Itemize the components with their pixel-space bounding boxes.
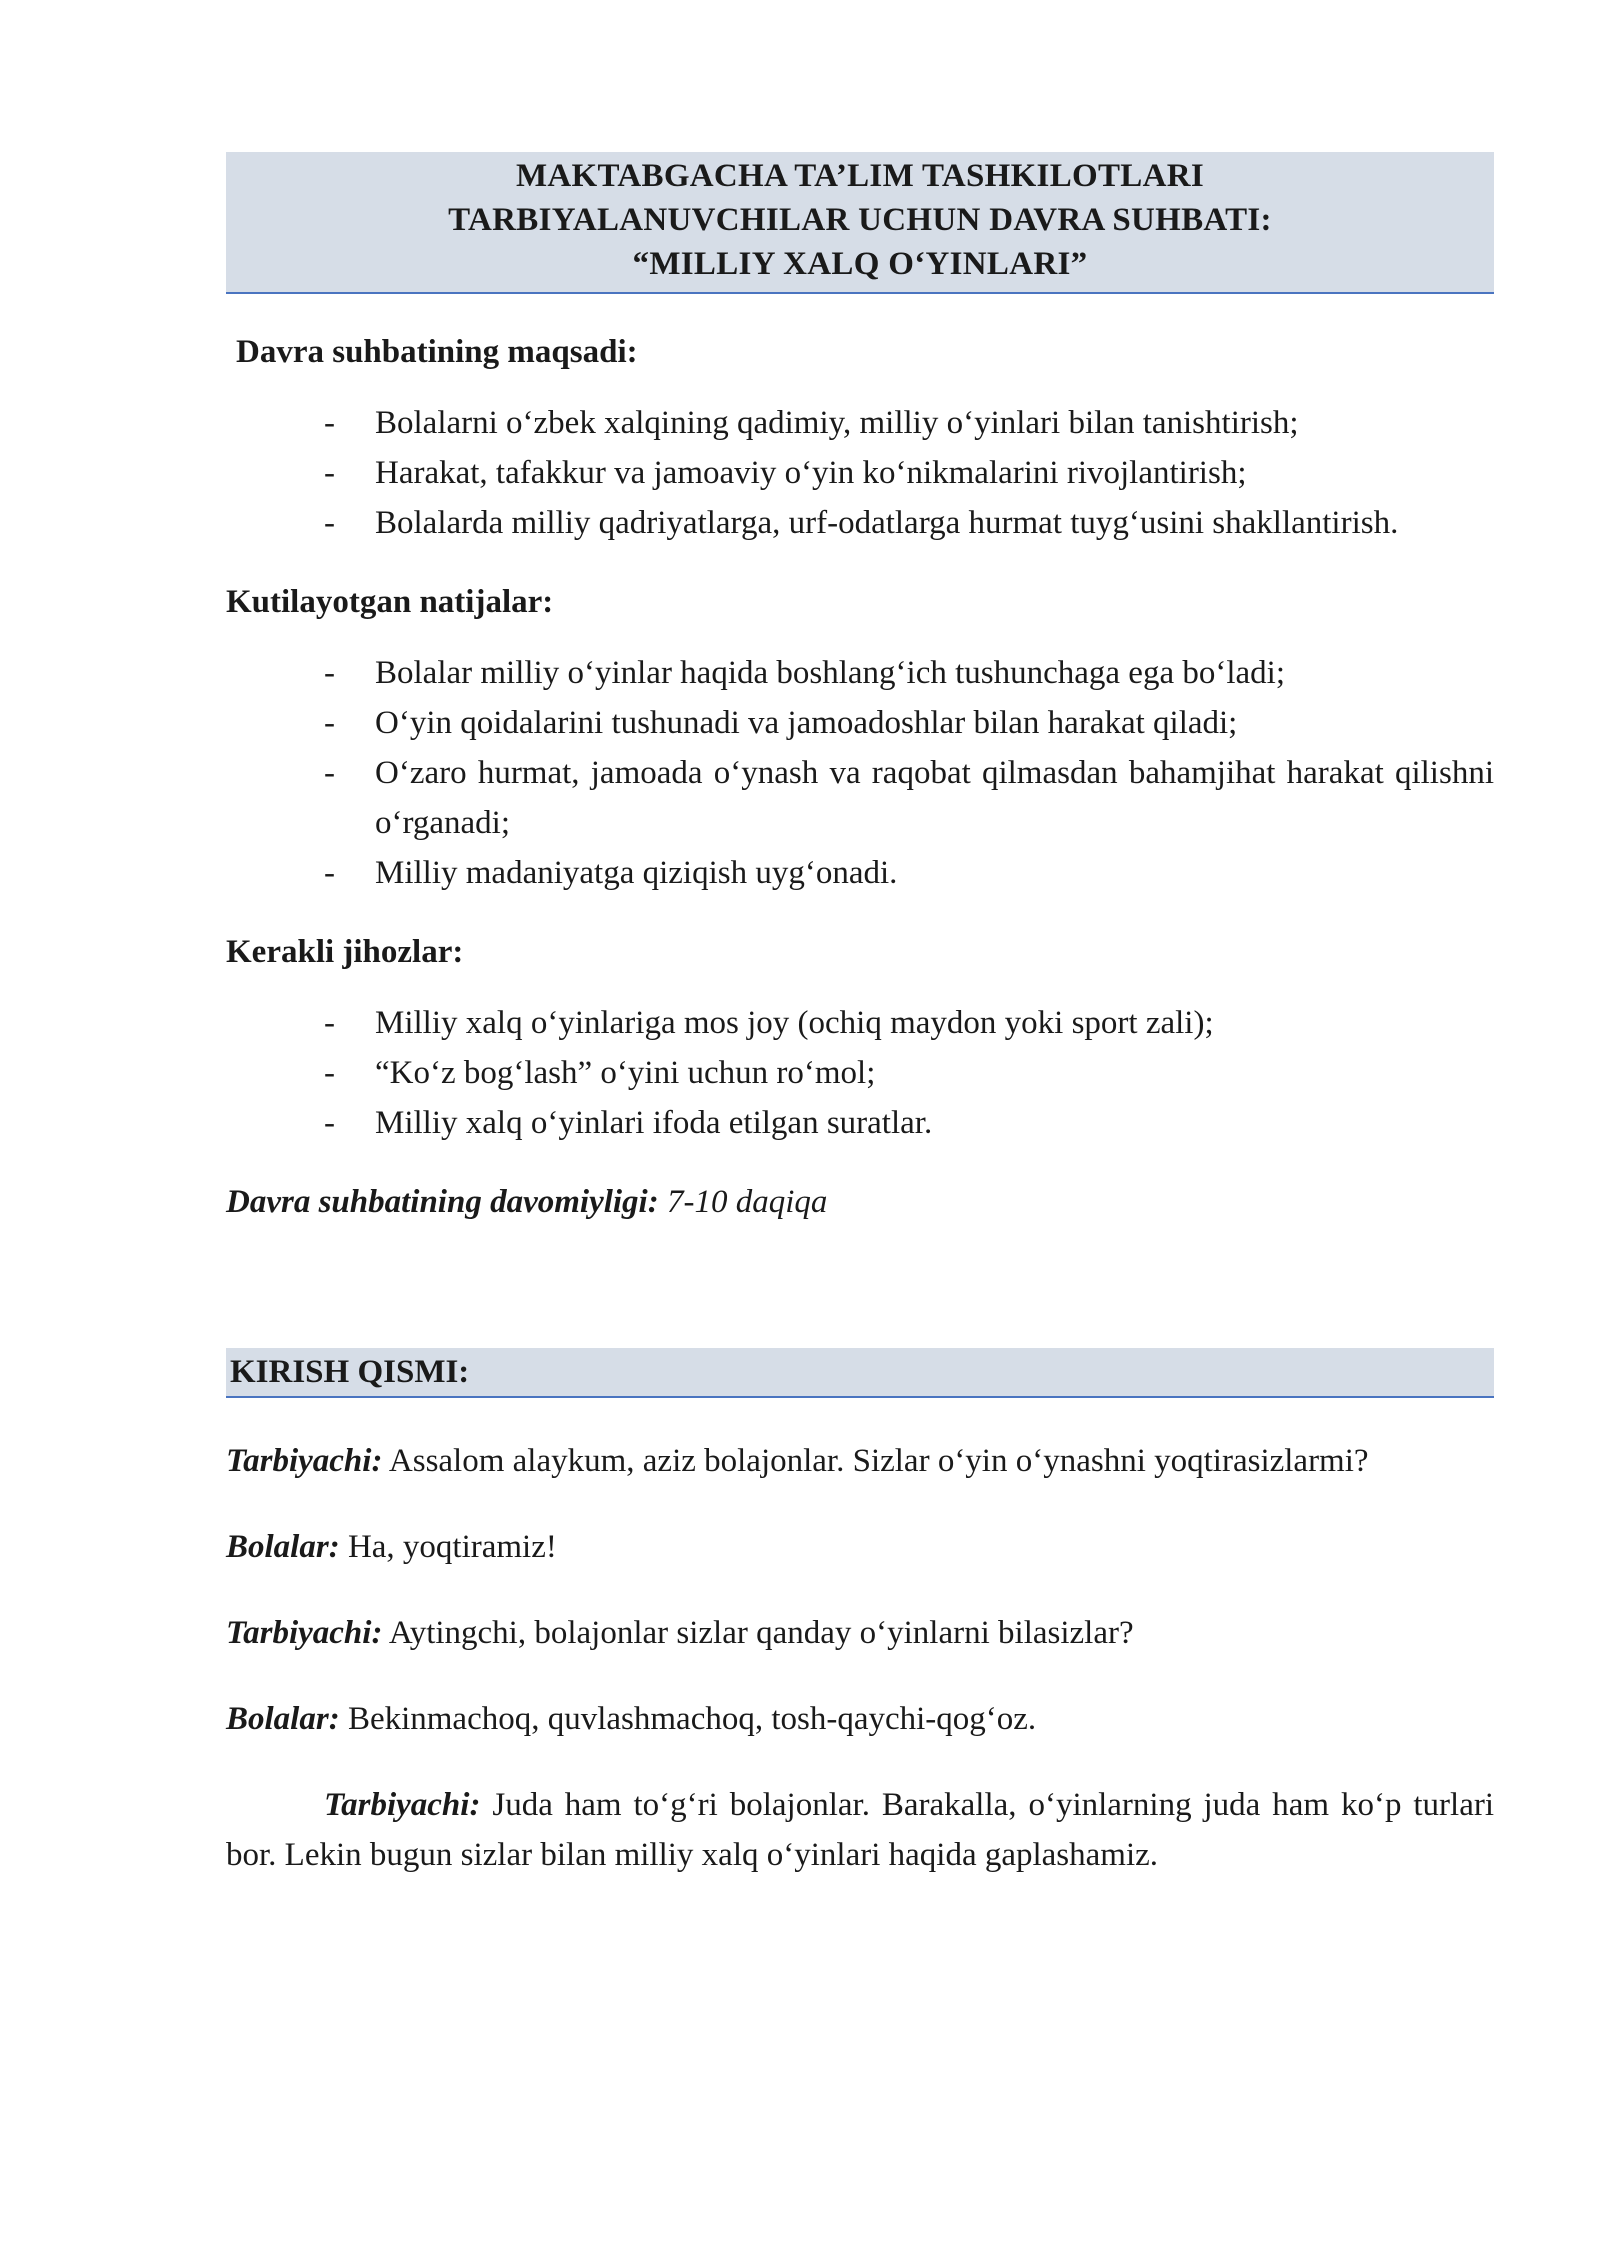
dialog-text: Ha, yoqtiramiz! — [347, 1529, 557, 1565]
list-dash: - — [324, 655, 335, 691]
list-item: - Harakat, tafakkur va jamoaviy o‘yin ko‘nikmalarini rivojlantirish; — [226, 448, 1494, 498]
duration-label: Davra suhbatining davomiyligi: — [226, 1184, 659, 1220]
dialog-text: Bekinmachoq, quvlashmachoq, tosh-qaychi-qog‘oz. — [347, 1701, 1037, 1737]
dialog-text: Juda ham to‘g‘ri bolajonlar. Barakalla, o‘yinlarning juda ham ko‘p turlari bor. Lekin bugun sizlar bilan milliy xalq o‘yinlari haqida gaplashamiz. — [226, 1787, 1494, 1873]
dialog-speaker: Bolalar: — [226, 1701, 340, 1737]
list-dash: - — [324, 855, 335, 891]
list-dash: - — [324, 755, 335, 791]
list-dash: - — [324, 1105, 335, 1141]
title-line-3: “MILLIY XALQ O‘YINLARI” — [632, 246, 1088, 282]
dialog-line — [226, 1694, 1494, 1744]
document-page — [226, 152, 1494, 1880]
list-item: - “Ko‘z bog‘lash” o‘yini uchun ro‘mol; — [226, 1048, 1494, 1098]
list-dash: - — [324, 1005, 335, 1041]
dialog-line — [226, 1608, 1494, 1658]
list-item: - Milliy madaniyatga qiziqish uyg‘onadi. — [226, 848, 1494, 898]
list-dash: - — [324, 505, 335, 541]
equipment-list — [226, 998, 1494, 1148]
dialog-line — [226, 1436, 1494, 1486]
list-dash: - — [324, 455, 335, 491]
title-line-2: TARBIYALANUVCHILAR UCHUN DAVRA SUHBATI: — [448, 202, 1272, 238]
document-title — [226, 152, 1494, 294]
results-heading: Kutilayotgan natijalar: — [226, 584, 554, 620]
list-dash: - — [324, 1055, 335, 1091]
dialog-line — [226, 1522, 1494, 1572]
dialog-speaker: Tarbiyachi: — [226, 1615, 383, 1651]
goals-heading: Davra suhbatining maqsadi: — [236, 334, 638, 370]
equipment-heading: Kerakli jihozlar: — [226, 934, 464, 970]
list-item: - Milliy xalq o‘yinlariga mos joy (ochiq maydon yoki sport zali); — [226, 998, 1494, 1048]
list-item: - O‘zaro hurmat, jamoada o‘ynash va raqobat qilmasdan bahamjihat harakat qilishni o‘rganadi; — [226, 748, 1494, 848]
goals-list — [226, 398, 1494, 548]
dialog-speaker: Tarbiyachi: — [226, 1443, 383, 1479]
list-item: - Bolalarni o‘zbek xalqining qadimiy, milliy o‘yinlari bilan tanishtirish; — [226, 398, 1494, 448]
list-item: - O‘yin qoidalarini tushunadi va jamoadoshlar bilan harakat qiladi; — [226, 698, 1494, 748]
dialog-text: Assalom alaykum, aziz bolajonlar. Sizlar o‘yin o‘ynashni yoqtirasizlarmi? — [388, 1443, 1369, 1479]
list-dash: - — [324, 405, 335, 441]
dialog-text: Aytingchi, bolajonlar sizlar qanday o‘yinlarni bilasizlar? — [388, 1615, 1134, 1651]
list-item: - Milliy xalq o‘yinlari ifoda etilgan suratlar. — [226, 1098, 1494, 1148]
list-dash: - — [324, 705, 335, 741]
results-list — [226, 648, 1494, 898]
intro-section-heading: KIRISH QISMI: — [226, 1348, 1494, 1398]
duration-value: 7-10 daqiqa — [666, 1184, 828, 1220]
title-line-1: MAKTABGACHA TA’LIM TASHKILOTLARI — [515, 158, 1205, 194]
duration-line — [226, 1180, 1494, 1224]
list-item: - Bolalar milliy o‘yinlar haqida boshlang‘ich tushunchaga ega bo‘ladi; — [226, 648, 1494, 698]
dialog-speaker: Tarbiyachi: — [324, 1787, 481, 1823]
list-item: - Bolalarda milliy qadriyatlarga, urf-odatlarga hurmat tuyg‘usini shakllantirish. — [226, 498, 1494, 548]
dialog-speaker: Bolalar: — [226, 1529, 340, 1565]
dialog-line — [226, 1780, 1494, 1880]
